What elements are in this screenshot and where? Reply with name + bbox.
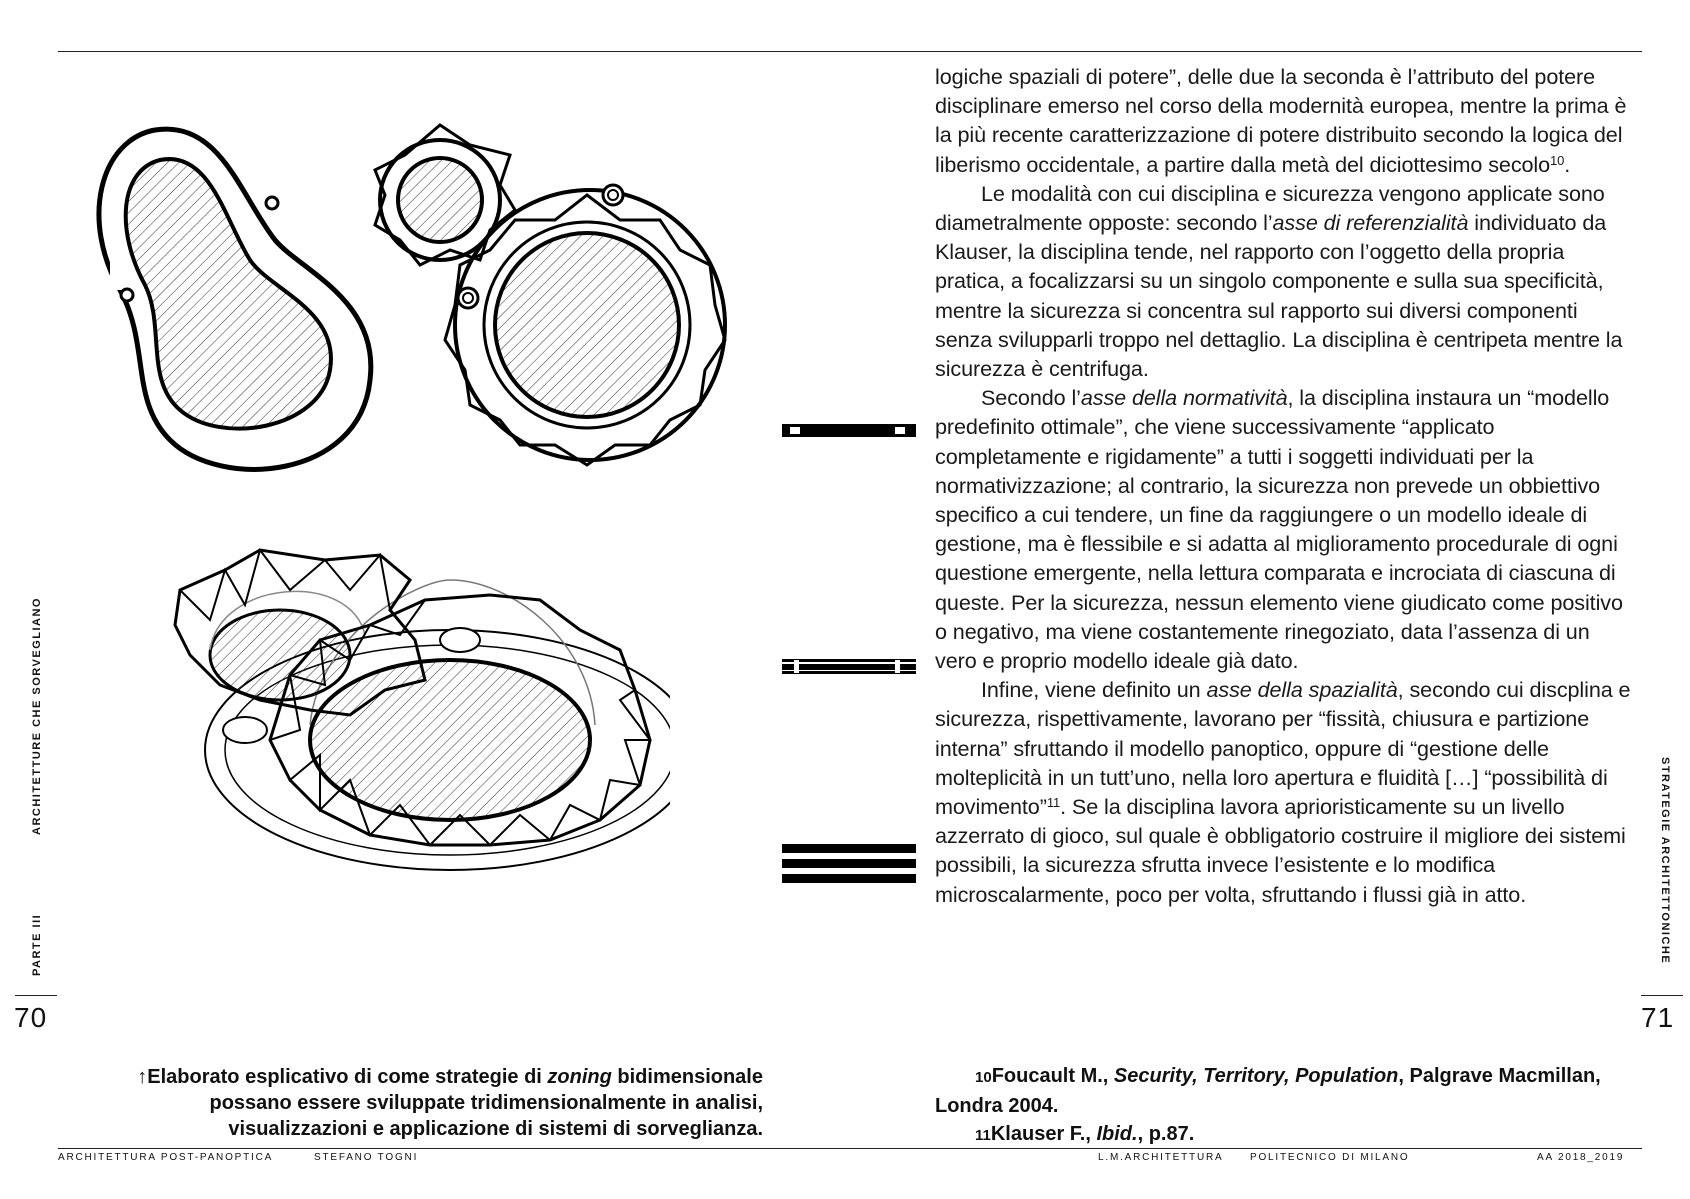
left-section-label: ARCHITETTURE CHE SORVEGLIANO: [31, 597, 43, 835]
zoning-3d-figure: [150, 540, 670, 900]
top-rule: [58, 51, 1642, 52]
footnote-11: 11Klauser F., Ibid., p.87.: [975, 1123, 1195, 1145]
zoning-2d-figure: [60, 100, 750, 490]
legend-bar-1-gap-a: [790, 427, 800, 434]
body-text: [935, 62, 1635, 909]
legend-bar-3-c: [782, 874, 916, 883]
paragraph-4: Infine, viene definito un asse della spazialità, secondo cui discplina e sicurezza, rispettivamente, lavorano per “fissità, chiusura e partizione interna” sfruttando il modello panoptico, oppure di “gestione delle molteplicità in un tutt’uno, nella loro apertura e fluidità […] “possibilità di movimento”$^{11}$. Se la disciplina lavora aprioristicamente su un livello azzerrato di gioco, sul quale è obbligatorio costruire il migliore dei sistemi possibili, la sicurezza sfrutta invece l’esistente e lo modifica microscalarmente, poco per volta, sfruttando i flussi già in atto.: [935, 677, 1631, 907]
footer-title: ARCHITETTURA POST-PANOPTICA: [58, 1152, 274, 1163]
paragraph-3: Secondo l’asse della normatività, la disciplina instaura un “modello predefinito ottimale”, che viene successivamente “applicato completamente e rigidamente” a tutti i soggetti individuati per la normativizzazione; al contrario, la sicurezza non prevede un obbiettivo specifico a cui tendere, un fine da raggiungere o un modello ideale di gestione, ma è flessibile e si adatta al miglioramento procedurale di ogni questione emergente, nella lettura comparata e incrociata di ciascuna di queste. Per la sicurezza, nessun elemento viene giudicato come positivo o negativo, ma viene costantemente rinegoziato, data l’assenza di un vero e proprio modello ideale già dato.: [935, 385, 1623, 674]
left-pagenum-rule: [15, 995, 57, 996]
footnote-ref-10[interactable]: 10: [1550, 152, 1565, 168]
footer-rule: [58, 1148, 1642, 1149]
paragraph-2: Le modalità con cui disciplina e sicurezza vengono applicate sono diametralmente opposte: secondo l’asse di referenzialità individuato da Klauser, la disciplina tende, nel rapporto con l’oggetto della propria pratica, a focalizzarsi su un singolo componente e sulla sua specificità, mentre la sicurezza si concentra sul rapporto sui diversi componenti senza svilupparli troppo nel dettaglio. La disciplina è centripeta mentre la sicurezza è centrifuga.: [935, 180, 1623, 382]
legend-bar-3-b: [782, 859, 916, 868]
paragraph-1: logiche spaziali di potere”, delle due la seconda è l’attributo del potere disciplinare emerso nel corso della modernità europea, mentre la prima è la più recente caratterizzazione di potere distribuito secondo la logica del liberismo occidentale, a partire dalla metà del diciottesimo secolo$^{10}$.: [935, 64, 1627, 177]
footnote-10: 10Foucault M., Security, Territory, Population, Palgrave Macmillan, Londra 2004.: [935, 1065, 1601, 1117]
footnote-ref-11[interactable]: 11: [1046, 795, 1061, 811]
arrow-up-icon: ↑: [137, 1066, 148, 1088]
page-number-left: 70: [14, 1002, 48, 1033]
footer-author: STEFANO TOGNI: [314, 1152, 419, 1163]
legend-bar-2-gap-b: [895, 660, 900, 673]
footer-course: L.M.ARCHITETTURA: [1098, 1152, 1224, 1163]
figure-caption: ↑Elaborato esplicativo di come strategie di zoning bidimensionale possano essere sviluppate tridimensionalmente in analisi, visualizzazioni e applicazione di sistemi di sorveglianza.: [137, 1066, 763, 1140]
legend-bar-1-gap-b: [895, 427, 905, 434]
legend-bar-3-a: [782, 844, 916, 853]
footnotes: [935, 1062, 1635, 1150]
left-part-label: PARTE III: [31, 913, 43, 976]
right-section-label: STRATEGIE ARCHITETTONICHE: [1659, 757, 1671, 965]
page-number-right: 71: [1641, 1002, 1675, 1033]
right-pagenum-rule: [1641, 995, 1683, 996]
footer-year: AA 2018_2019: [1537, 1152, 1625, 1163]
footer-university: POLITECNICO DI MILANO: [1250, 1152, 1410, 1163]
legend-bar-2-gap-a: [794, 660, 799, 673]
